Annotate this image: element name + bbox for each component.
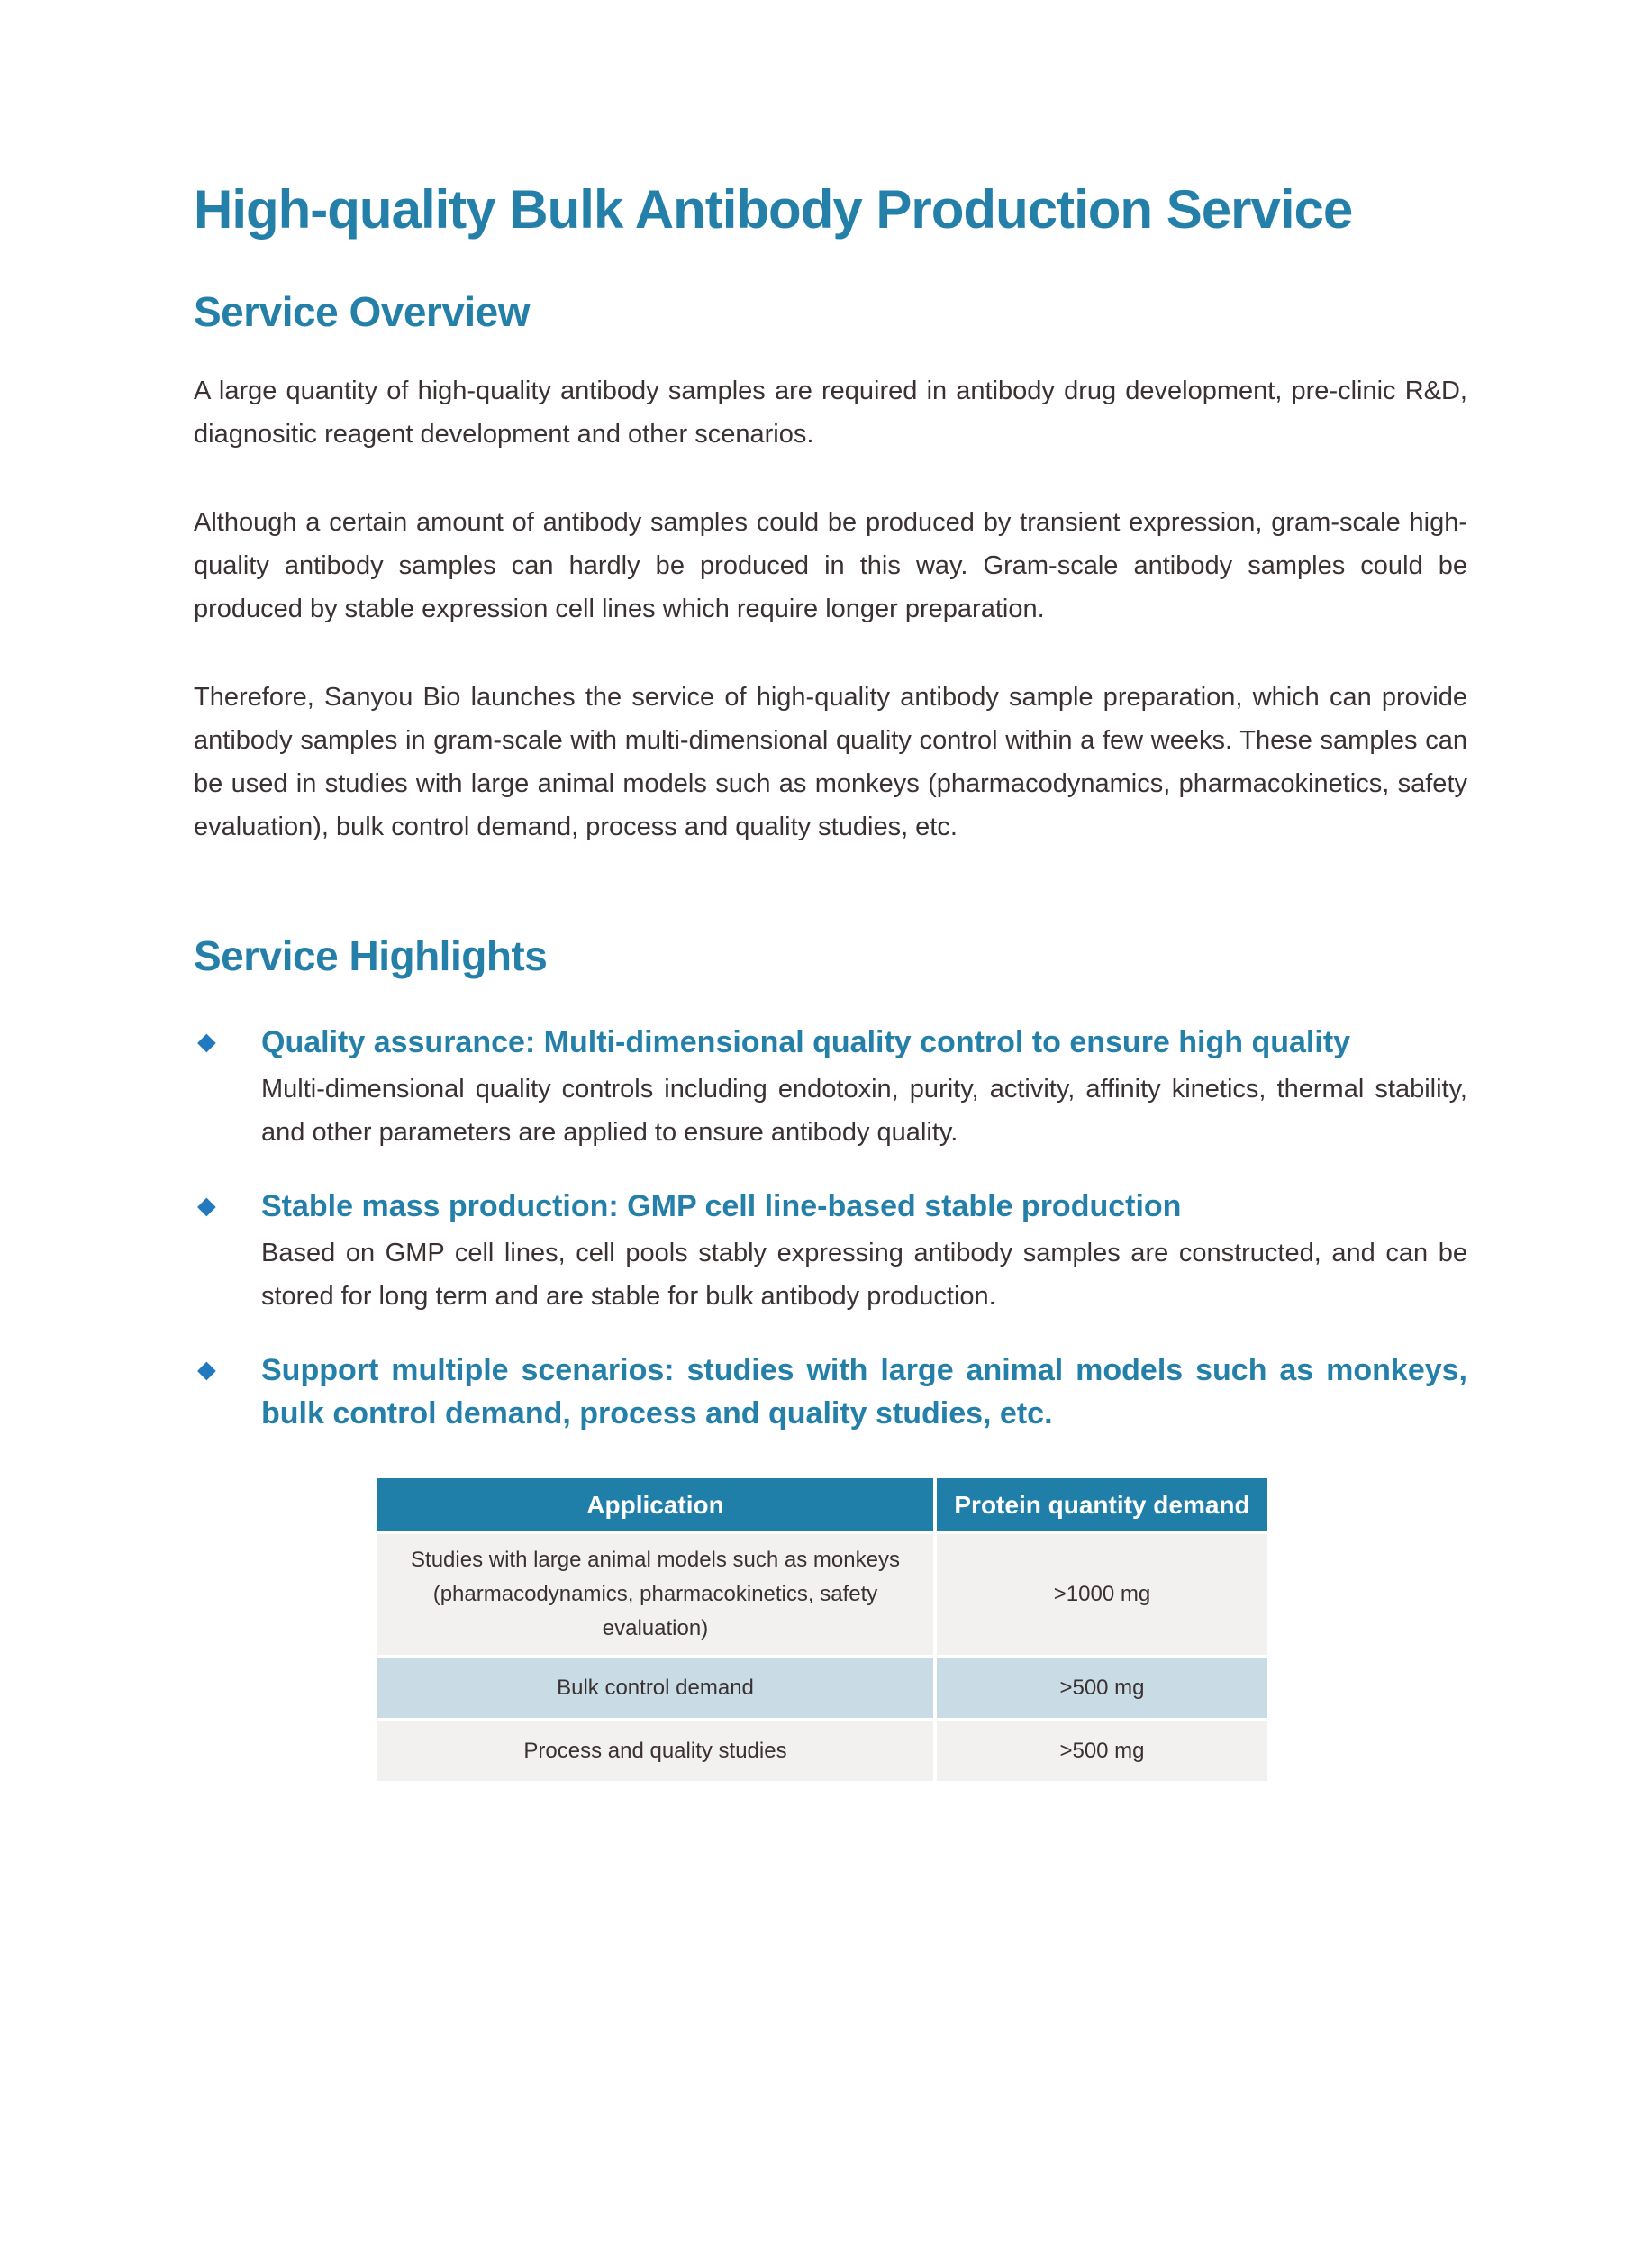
page-title: High-quality Bulk Antibody Production Service bbox=[194, 179, 1353, 240]
highlight-item-support-multiple-scenarios bbox=[194, 1349, 1467, 1435]
table-row bbox=[377, 1534, 1267, 1658]
highlight-body bbox=[261, 1349, 1467, 1435]
table-row bbox=[377, 1721, 1267, 1784]
overview-paragraph-1: A large quantity of high-quality antibody samples are required in antibody drug development, pre-clinic R&D, diagnositic reagent development and other scenarios. bbox=[194, 377, 1467, 450]
application-cell: Bulk control demand bbox=[377, 1658, 937, 1721]
highlight-heading: Support multiple scenarios: studies with large animal models such as monkeys, bulk control demand, process and quality studies, etc. bbox=[261, 1353, 1467, 1431]
section-heading-service-highlights: Service Highlights bbox=[194, 932, 548, 980]
table-header-row bbox=[377, 1478, 1267, 1534]
table-header-application: Application bbox=[377, 1478, 937, 1534]
diamond-bullet-icon: ◆ bbox=[197, 1028, 216, 1057]
table-header-protein-quantity-demand: Protein quantity demand bbox=[937, 1478, 1267, 1534]
highlight-heading: Stable mass production: GMP cell line-based stable production bbox=[261, 1189, 1182, 1224]
demand-cell: >1000 mg bbox=[937, 1534, 1267, 1658]
table-row bbox=[377, 1658, 1267, 1721]
diamond-bullet-icon: ◆ bbox=[197, 1356, 216, 1385]
demand-cell: >500 mg bbox=[937, 1658, 1267, 1721]
application-protein-demand-table bbox=[377, 1478, 1267, 1784]
application-cell: Process and quality studies bbox=[377, 1721, 937, 1784]
demand-cell: >500 mg bbox=[937, 1721, 1267, 1784]
application-cell: Studies with large animal models such as monkeys (pharmacodynamics, pharmacokinetics, safety evaluation) bbox=[377, 1534, 937, 1658]
diamond-bullet-icon: ◆ bbox=[197, 1192, 216, 1221]
highlight-heading: Quality assurance: Multi-dimensional quality control to ensure high quality bbox=[261, 1025, 1351, 1060]
highlight-body bbox=[261, 1021, 1467, 1154]
highlight-description: Multi-dimensional quality controls including endotoxin, purity, activity, affinity kinetics, thermal stability, and other parameters are applied to ensure antibody quality. bbox=[261, 1075, 1467, 1148]
section-heading-service-overview: Service Overview bbox=[194, 288, 531, 335]
highlight-item-stable-mass-production bbox=[194, 1185, 1467, 1318]
overview-paragraph-2: Although a certain amount of antibody samples could be produced by transient expression, gram-scale high-quality antibody samples can hardly be produced in this way. Gram-scale antibody samples could be produced by stable expression cell lines which require longer preparation. bbox=[194, 508, 1467, 624]
highlight-body bbox=[261, 1185, 1467, 1318]
overview-paragraph-3: Therefore, Sanyou Bio launches the service of high-quality antibody sample preparation, which can provide antibody samples in gram-scale with multi-dimensional quality control within a few weeks. These samples can be used in studies with large animal models such as monkeys (pharmacodynamics, pharmacokinetics, safety evaluation), bulk control demand, process and quality studies, etc. bbox=[194, 683, 1467, 842]
highlight-item-quality-assurance bbox=[194, 1021, 1467, 1154]
highlight-description: Based on GMP cell lines, cell pools stably expressing antibody samples are constructed, and can be stored for long term and are stable for bulk antibody production. bbox=[261, 1239, 1467, 1312]
